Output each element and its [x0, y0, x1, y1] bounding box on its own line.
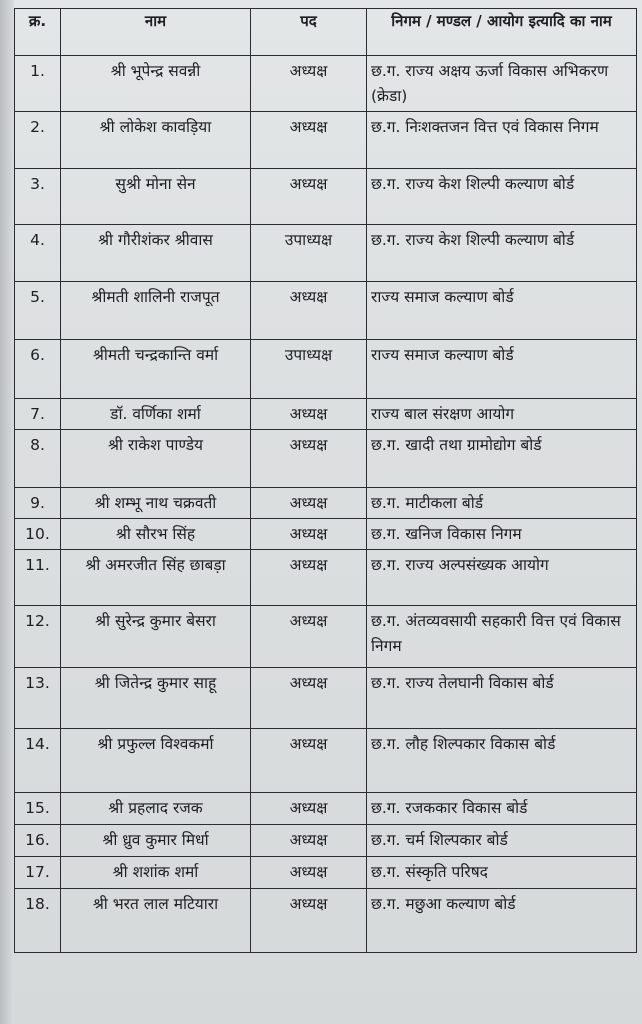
serial-cell: 10.	[15, 519, 61, 550]
table-row	[15, 889, 637, 953]
serial-cell: 2.	[15, 112, 61, 169]
serial-cell: 6.	[15, 340, 61, 399]
name-cell: श्री शम्भू नाथ चक्रवती	[61, 488, 251, 519]
post-cell: अध्यक्ष	[251, 550, 367, 606]
table-row	[15, 606, 637, 668]
organisation-cell: छ.ग. माटीकला बोर्ड	[367, 488, 637, 519]
organisation-cell: छ.ग. राज्य केश शिल्पी कल्याण बोर्ड	[367, 225, 637, 282]
serial-cell: 15.	[15, 793, 61, 825]
table-row	[15, 668, 637, 729]
organisation-cell: छ.ग. राज्य अल्पसंख्यक आयोग	[367, 550, 637, 606]
name-cell: श्री भूपेन्द्र सवन्नी	[61, 56, 251, 112]
name-cell: डॉ. वर्णिका शर्मा	[61, 399, 251, 430]
post-cell: अध्यक्ष	[251, 857, 367, 889]
serial-cell: 14.	[15, 729, 61, 793]
table-row	[15, 169, 637, 225]
name-cell: श्री सौरभ सिंह	[61, 519, 251, 550]
table-row	[15, 793, 637, 825]
header-post: पद	[251, 9, 367, 56]
post-cell: अध्यक्ष	[251, 729, 367, 793]
organisation-cell: राज्य बाल संरक्षण आयोग	[367, 399, 637, 430]
table-row	[15, 112, 637, 169]
serial-cell: 11.	[15, 550, 61, 606]
organisation-cell: छ.ग. निःशक्तजन वित्त एवं विकास निगम	[367, 112, 637, 169]
name-cell: श्री जितेन्द्र कुमार साहू	[61, 668, 251, 729]
post-cell: अध्यक्ष	[251, 793, 367, 825]
table-row	[15, 519, 637, 550]
table-row	[15, 340, 637, 399]
name-cell: सुश्री मोना सेन	[61, 169, 251, 225]
name-cell: श्री गौरीशंकर श्रीवास	[61, 225, 251, 282]
serial-cell: 17.	[15, 857, 61, 889]
serial-cell: 12.	[15, 606, 61, 668]
post-cell: अध्यक्ष	[251, 430, 367, 488]
organisation-cell: छ.ग. राज्य तेलघानी विकास बोर्ड	[367, 668, 637, 729]
serial-cell: 9.	[15, 488, 61, 519]
name-cell: श्रीमती शालिनी राजपूत	[61, 282, 251, 340]
serial-cell: 4.	[15, 225, 61, 282]
post-cell: अध्यक्ष	[251, 889, 367, 953]
organisation-cell: छ.ग. राज्य अक्षय ऊर्जा विकास अभिकरण (क्रेडा)	[367, 56, 637, 112]
post-cell: अध्यक्ष	[251, 606, 367, 668]
organisation-cell: राज्य समाज कल्याण बोर्ड	[367, 340, 637, 399]
table-body	[15, 56, 637, 953]
post-cell: उपाध्यक्ष	[251, 340, 367, 399]
table-row	[15, 488, 637, 519]
post-cell: अध्यक्ष	[251, 56, 367, 112]
serial-cell: 3.	[15, 169, 61, 225]
post-cell: अध्यक्ष	[251, 668, 367, 729]
organisation-cell: छ.ग. अंतव्यवसायी सहकारी वित्त एवं विकास निगम	[367, 606, 637, 668]
name-cell: श्री सुरेन्द्र कुमार बेसरा	[61, 606, 251, 668]
organisation-cell: छ.ग. मछुआ कल्याण बोर्ड	[367, 889, 637, 953]
organisation-cell: छ.ग. लौह शिल्पकार विकास बोर्ड	[367, 729, 637, 793]
post-cell: अध्यक्ष	[251, 112, 367, 169]
header-name: नाम	[61, 9, 251, 56]
name-cell: श्री लोकेश कावड़िया	[61, 112, 251, 169]
organisation-cell: छ.ग. चर्म शिल्पकार बोर्ड	[367, 825, 637, 857]
organisation-cell: छ.ग. खनिज विकास निगम	[367, 519, 637, 550]
post-cell: अध्यक्ष	[251, 399, 367, 430]
organisation-cell: राज्य समाज कल्याण बोर्ड	[367, 282, 637, 340]
serial-cell: 1.	[15, 56, 61, 112]
name-cell: श्री अमरजीत सिंह छाबड़ा	[61, 550, 251, 606]
name-cell: श्री शशांक शर्मा	[61, 857, 251, 889]
table-row	[15, 550, 637, 606]
sheet-shadow	[0, 0, 14, 1024]
name-cell: श्री प्रफुल्ल विश्वकर्मा	[61, 729, 251, 793]
name-cell: श्रीमती चन्द्रकान्ति वर्मा	[61, 340, 251, 399]
header-organisation: निगम / मण्डल / आयोग इत्यादि का नाम	[367, 9, 637, 56]
organisation-cell: छ.ग. राज्य केश शिल्पी कल्याण बोर्ड	[367, 169, 637, 225]
table-row	[15, 729, 637, 793]
serial-cell: 18.	[15, 889, 61, 953]
table-row	[15, 825, 637, 857]
table-row	[15, 56, 637, 112]
table-row	[15, 399, 637, 430]
name-cell: श्री भरत लाल मटियारा	[61, 889, 251, 953]
serial-cell: 8.	[15, 430, 61, 488]
name-cell: श्री ध्रुव कुमार मिर्धा	[61, 825, 251, 857]
serial-cell: 16.	[15, 825, 61, 857]
appointments-table	[14, 8, 637, 953]
post-cell: अध्यक्ष	[251, 282, 367, 340]
table-row	[15, 282, 637, 340]
serial-cell: 5.	[15, 282, 61, 340]
post-cell: अध्यक्ष	[251, 519, 367, 550]
post-cell: अध्यक्ष	[251, 825, 367, 857]
organisation-cell: छ.ग. संस्कृति परिषद	[367, 857, 637, 889]
organisation-cell: छ.ग. खादी तथा ग्रामोद्योग बोर्ड	[367, 430, 637, 488]
organisation-cell: छ.ग. रजककार विकास बोर्ड	[367, 793, 637, 825]
header-serial: क्र.	[15, 9, 61, 56]
serial-cell: 13.	[15, 668, 61, 729]
post-cell: उपाध्यक्ष	[251, 225, 367, 282]
serial-cell: 7.	[15, 399, 61, 430]
table-row	[15, 430, 637, 488]
post-cell: अध्यक्ष	[251, 169, 367, 225]
name-cell: श्री प्रहलाद रजक	[61, 793, 251, 825]
table-row	[15, 225, 637, 282]
table-header-row	[15, 9, 637, 56]
name-cell: श्री राकेश पाण्डेय	[61, 430, 251, 488]
post-cell: अध्यक्ष	[251, 488, 367, 519]
table-row	[15, 857, 637, 889]
